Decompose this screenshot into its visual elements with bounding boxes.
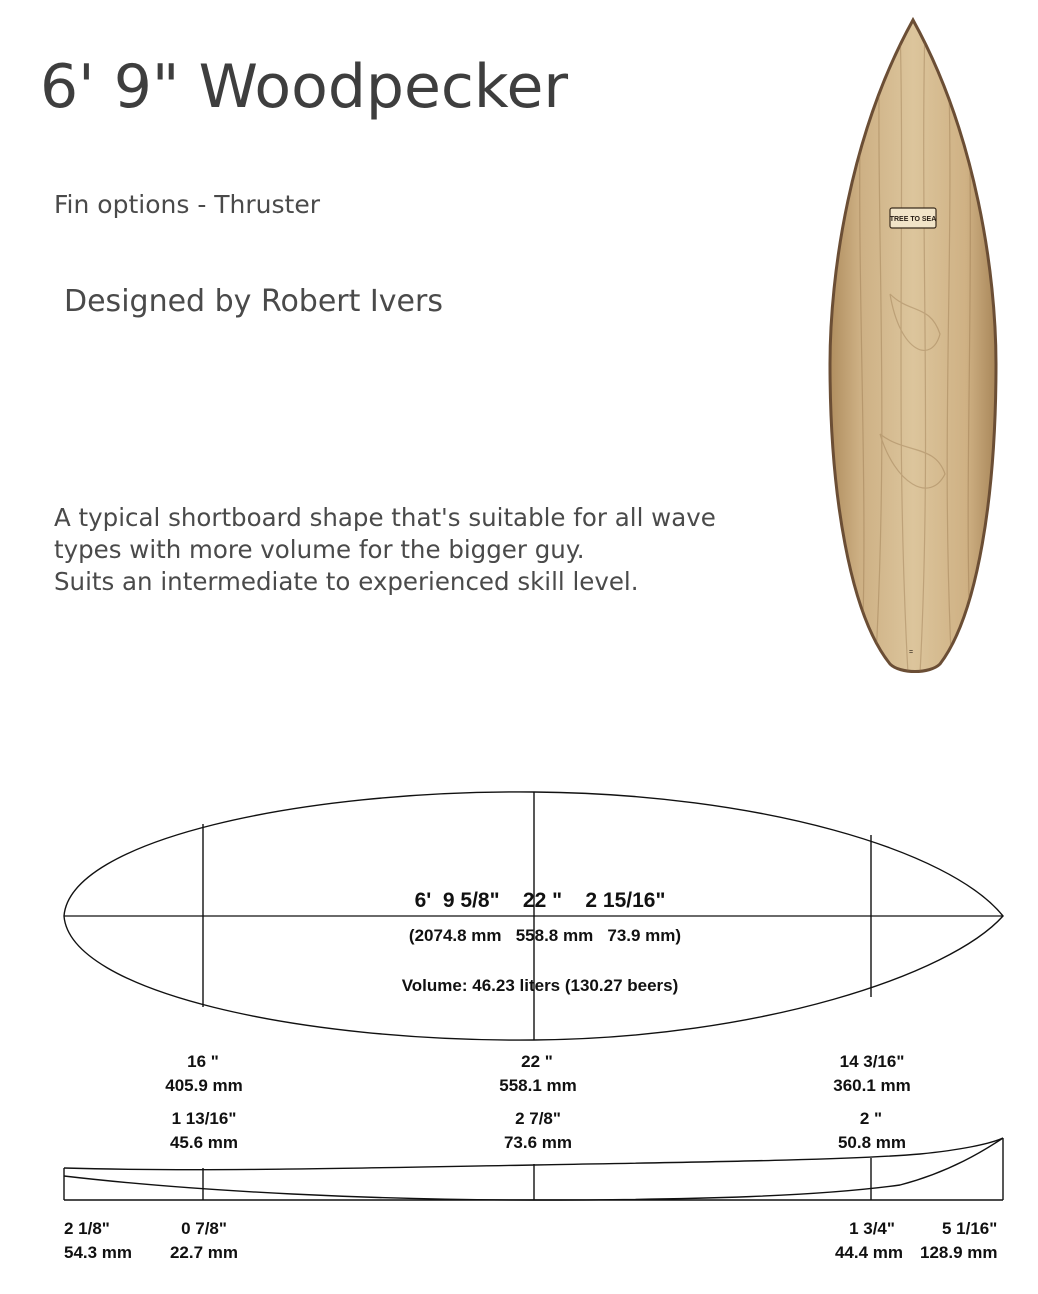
rocker-value-mm: 128.9 mm [920, 1243, 998, 1262]
surfboard-photo [820, 14, 1020, 682]
description-line: Suits an intermediate to experienced skill level. [54, 567, 639, 596]
rocker-value-mm: 54.3 mm [64, 1243, 133, 1262]
description-line: types with more volume for the bigger guy. [54, 535, 585, 564]
width-value-mm: 405.9 mm [165, 1076, 243, 1095]
thickness-value-mm: 50.8 mm [837, 1133, 907, 1152]
width-value: 16 " [187, 1052, 219, 1071]
board-outline-diagram [0, 760, 1038, 1294]
overall-dims-imperial: 6' 9 5/8" 22 " 2 15/16" [414, 889, 666, 912]
page-title: 6' 9" Woodpecker [40, 52, 569, 122]
designer-credit: Designed by Robert Ivers [64, 284, 443, 319]
thickness-value-mm: 45.6 mm [169, 1133, 239, 1152]
width-value-mm: 558.1 mm [499, 1076, 577, 1095]
width-value: 14 3/16" [839, 1052, 905, 1071]
thickness-value: 1 13/16" [171, 1109, 237, 1128]
volume-text: Volume: 46.23 liters (130.27 beers) [401, 976, 679, 995]
rocker-value: 1 3/4" [849, 1219, 895, 1238]
thickness-value: 2 " [859, 1109, 883, 1128]
board-logo-text: TREE TO SEA [889, 216, 937, 223]
tree-to-sea-logo [890, 208, 937, 228]
rocker-value: 2 1/8" [64, 1219, 110, 1238]
thickness-value-mm: 73.6 mm [503, 1133, 573, 1152]
width-value: 22 " [521, 1052, 553, 1071]
overall-dims-metric: (2074.8 mm 558.8 mm 73.9 mm) [408, 926, 682, 945]
rocker-value: 0 7/8" [181, 1219, 227, 1238]
description-line: A typical shortboard shape that's suitable for all wave [54, 503, 716, 532]
tail-mark: = [909, 649, 914, 656]
rocker-value-mm: 22.7 mm [169, 1243, 239, 1262]
board-description [54, 502, 814, 598]
rocker-value-mm: 44.4 mm [834, 1243, 904, 1262]
width-value-mm: 360.1 mm [833, 1076, 911, 1095]
thickness-value: 2 7/8" [515, 1109, 561, 1128]
fin-options-text: Fin options - Thruster [54, 190, 321, 219]
rocker-value: 5 1/16" [942, 1219, 998, 1238]
